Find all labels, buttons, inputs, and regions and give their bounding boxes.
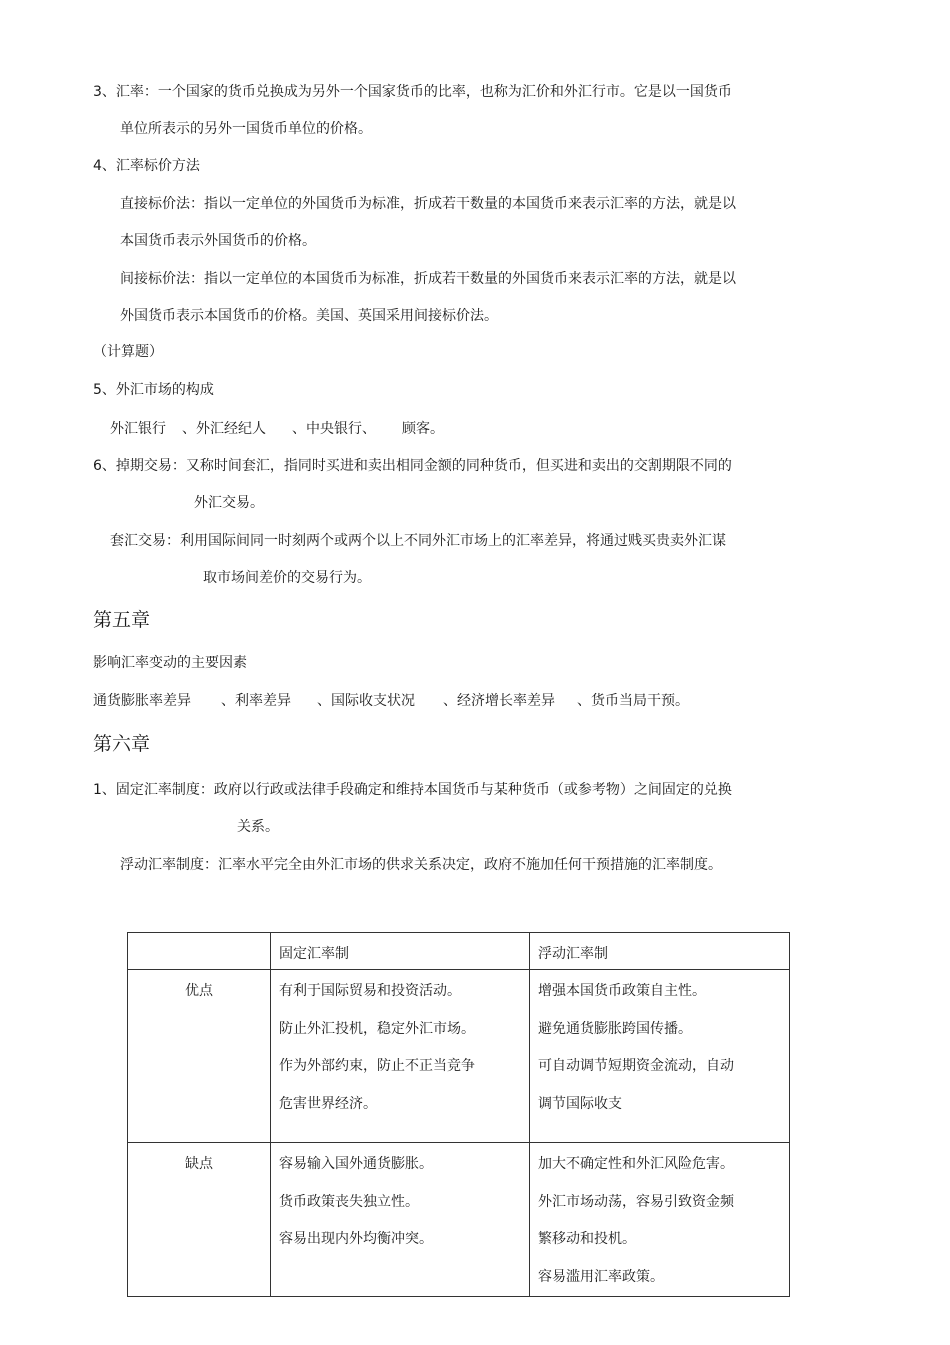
- member-item: 顾客。: [402, 421, 444, 437]
- cell-line: 容易出现内外均衡冲突。: [279, 1231, 433, 1247]
- header-cell-empty: [128, 933, 271, 970]
- factor-item: 、利率差异: [221, 693, 291, 709]
- para-3-line-1: 3、汇率：一个国家的货币兑换成为另外一个国家货币的比率，也称为汇价和外汇行市。它是以一国货币: [93, 84, 732, 100]
- cell-line: 危害世界经济。: [279, 1095, 377, 1112]
- direct-quote-line-2: 本国货币表示外国货币的价格。: [120, 233, 316, 249]
- factor-item: 通货膨胀率差异: [93, 693, 191, 709]
- floating-regime-line: 浮动汇率制度：汇率水平完全由外汇市场的供求关系决定，政府不施加任何干预措施的汇率制度。: [120, 857, 722, 873]
- indirect-quote-line-1: 间接标价法：指以一定单位的本国货币为标准，折成若干数量的外国货币来表示汇率的方法，就是以: [120, 271, 736, 287]
- comparison-table: [127, 932, 790, 1297]
- cell-line: 作为外部约束，防止不正当竞争: [279, 1058, 475, 1074]
- indirect-quote-line-2: 外国货币表示本国货币的价格。美国、英国采用间接标价法。: [120, 308, 498, 324]
- table-row: [128, 970, 790, 1143]
- table-header-row: [128, 933, 790, 970]
- header-cell-floating: 浮动汇率制: [530, 933, 790, 970]
- chapter-5-subtitle: 影响汇率变动的主要因素: [93, 655, 247, 671]
- member-item: 外汇银行: [110, 421, 166, 437]
- cell-line: 有利于国际贸易和投资活动。: [279, 983, 461, 999]
- cell-line: 外汇市场动荡，容易引致资金频: [538, 1193, 734, 1210]
- para-5-title: 5、外汇市场的构成: [93, 382, 214, 398]
- cell-line: 可自动调节短期资金流动，自动: [538, 1058, 734, 1074]
- factor-item: 、货币当局干预。: [577, 693, 689, 709]
- cell-line: 防止外汇投机，稳定外汇市场。: [279, 1020, 475, 1037]
- header-cell-fixed: 固定汇率制: [271, 933, 530, 970]
- arbitrage-line-1: 套汇交易：利用国际间同一时刻两个或两个以上不同外汇市场上的汇率差异，将通过贱买贵卖外汇谋: [110, 533, 726, 549]
- cell-line: 调节国际收支: [538, 1095, 622, 1112]
- cell-line: 容易输入国外通货膨胀。: [279, 1156, 433, 1172]
- cell-line: 繁移动和投机。: [538, 1231, 636, 1247]
- disadvantages-floating-cell: [530, 1143, 790, 1297]
- table-row: [128, 1143, 790, 1297]
- swap-line-2: 外汇交易。: [194, 495, 264, 511]
- arbitrage-line-2: 取市场间差价的交易行为。: [203, 570, 371, 586]
- row-label-disadvantages: 缺点: [128, 1143, 271, 1297]
- factor-item: 、国际收支状况: [317, 693, 415, 709]
- cell-line: 容易滥用汇率政策。: [538, 1268, 664, 1285]
- chapter-6-heading: 第六章: [93, 733, 151, 755]
- calc-note: （计算题）: [93, 344, 163, 360]
- para-4-title: 4、汇率标价方法: [93, 158, 200, 174]
- cell-line: 增强本国货币政策自主性。: [538, 983, 706, 999]
- chapter-5-heading: 第五章: [93, 609, 151, 631]
- market-members: [110, 420, 444, 438]
- direct-quote-line-1: 直接标价法：指以一定单位的外国货币为标准，折成若干数量的本国货币来表示汇率的方法，就是以: [120, 196, 736, 212]
- fixed-regime-line-1: 1、固定汇率制度：政府以行政或法律手段确定和维持本国货币与某种货币（或参考物）之间固定的兑换: [93, 782, 732, 798]
- advantages-fixed-cell: [271, 970, 530, 1143]
- fixed-regime-line-2: 关系。: [237, 819, 279, 835]
- row-label-advantages: 优点: [128, 970, 271, 1143]
- advantages-floating-cell: [530, 970, 790, 1143]
- cell-line: 货币政策丧失独立性。: [279, 1193, 419, 1210]
- member-item: 、外汇经纪人: [182, 421, 266, 437]
- cell-line: 避免通货膨胀跨国传播。: [538, 1020, 692, 1037]
- swap-line-1: 6、掉期交易：又称时间套汇，指同时买进和卖出相同金额的同种货币，但买进和卖出的交割期限不同的: [93, 458, 732, 474]
- factor-item: 、经济增长率差异: [443, 693, 555, 709]
- cell-line: 加大不确定性和外汇风险危害。: [538, 1156, 734, 1172]
- member-item: 、中央银行、: [292, 421, 376, 437]
- factor-list: [93, 692, 689, 710]
- para-3-line-2: 单位所表示的另外一国货币单位的价格。: [120, 121, 372, 137]
- disadvantages-fixed-cell: [271, 1143, 530, 1297]
